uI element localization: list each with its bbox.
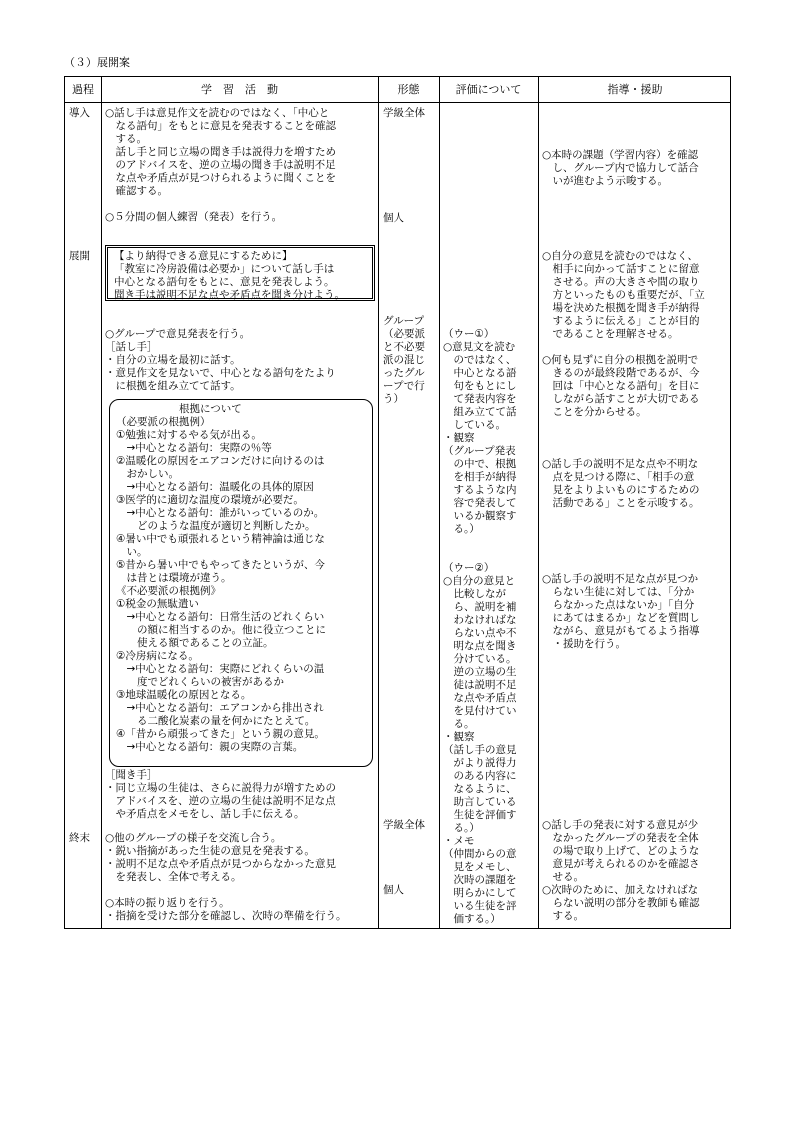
text-line: し、グループ内で協力して話合 xyxy=(542,162,699,174)
text-line xyxy=(443,549,537,562)
header-evaluation: 評価について xyxy=(455,83,522,96)
text-line: と不必要 xyxy=(383,341,425,353)
text-line: 次時の課題を xyxy=(443,874,517,886)
text-line: う） xyxy=(383,393,404,405)
text-line: の場で取り上げて、どのような xyxy=(542,845,700,857)
activity-end xyxy=(105,832,375,923)
text-line xyxy=(105,884,375,897)
form-whole-class: 学級全体 xyxy=(383,107,425,119)
text-line: る。） xyxy=(443,822,480,834)
text-line xyxy=(542,419,730,432)
text-line: ○意見文を読む xyxy=(443,341,516,353)
text-line: →中心となる語句：実際にどれくらいの温 xyxy=(116,663,325,675)
text-line: を発表し、全体で考える。 xyxy=(105,871,242,883)
text-line: するような内 xyxy=(443,484,517,496)
text-line: ①勉強に対するやる気が出る。 xyxy=(116,429,262,441)
text-line: ⑤昔から暑い中でもやってきたというが、今 xyxy=(116,559,325,571)
text-line: おかしい。 xyxy=(116,468,179,480)
text-line: ・援助を行う。 xyxy=(542,638,626,650)
text-line: ったグル xyxy=(383,367,425,379)
text-line: ○話し手は意見作文を読むのではなく、「中心と xyxy=(105,107,330,119)
text-line: きるのが最終段階であるが、今 xyxy=(542,367,700,379)
text-line: グループ xyxy=(383,315,425,327)
text-line: 中心となる語句をもとに、意見を発表しよう。 xyxy=(114,276,335,288)
text-line: 確認する。 xyxy=(105,185,168,197)
form-individual-end: 個人 xyxy=(383,884,404,896)
text-line: なかったグループの発表を全体 xyxy=(542,832,699,844)
text-line: のアドバイスを、逆の立場の聞き手は説明不足 xyxy=(105,159,336,171)
text-line: や矛盾点をメモをし、話し手に伝える。 xyxy=(105,808,305,820)
text-line: ○本時の振り返りを行う。 xyxy=(105,897,230,909)
text-line: 意見が考えられるのかを確認さ xyxy=(542,858,700,870)
text-line: 明な点を聞き xyxy=(443,640,517,652)
text-line: する。 xyxy=(105,133,147,145)
text-line: いが進むよう示唆する。 xyxy=(542,175,668,187)
text-line: （必要派 xyxy=(383,328,425,340)
text-line: ○自分の意見を読むのではなく、 xyxy=(542,250,698,262)
text-line: する。 xyxy=(542,910,584,922)
text-line: 価する。） xyxy=(443,913,501,925)
text-line: 《不必要派の根拠例》 xyxy=(116,585,221,597)
text-line: なる語句」をもとに意見を発表することを確認 xyxy=(105,120,336,132)
text-line: て発表内容を xyxy=(443,393,517,405)
text-line: らない生徒に対しては、「分か xyxy=(542,586,695,598)
text-line: 逆の立場の生 xyxy=(443,666,517,678)
text-line: している。 xyxy=(443,419,506,431)
text-line: ［聞き手］ xyxy=(105,769,158,781)
text-line: 明らかにして xyxy=(443,887,517,899)
text-line: いるか観察す xyxy=(443,510,517,522)
text-line: 分けている。 xyxy=(443,653,517,665)
text-line: ○本時の課題（学習内容）を確認 xyxy=(542,149,699,161)
text-line: アドバイスを、逆の立場の生徒は説明不足な点 xyxy=(105,795,336,807)
text-line: ・鋭い指摘があった生徒の意見を発表する。 xyxy=(105,845,315,857)
text-line: ○話し手の発表に対する意見が少 xyxy=(542,819,699,831)
text-line: る。） xyxy=(443,523,480,535)
text-line: →中心となる語句：誰がいっているのか。 xyxy=(116,507,325,519)
text-line: にあてはまるか」などを質問し xyxy=(542,612,700,624)
text-line: らない説明の部分を教師も確認 xyxy=(542,897,700,909)
process-intro: 導入 xyxy=(69,107,90,119)
text-line xyxy=(443,536,537,549)
text-line: ②冷房病になる。 xyxy=(116,650,199,662)
text-line: （グループ発表 xyxy=(443,445,516,457)
text-line: 「教室に冷房設備は必要か」について話し手は xyxy=(114,263,335,275)
text-line: 助言している xyxy=(443,796,517,808)
text-line: ○グループで意見発表を行う。 xyxy=(105,328,251,340)
text-line: らない点や不 xyxy=(443,627,517,639)
text-line: 句をもとにし xyxy=(443,380,517,392)
section-title: （３）展開案 xyxy=(64,56,130,69)
text-line: 回は「中心となる語句」を目に xyxy=(542,380,700,392)
form-group xyxy=(383,315,439,406)
text-line: ・同じ立場の生徒は、さらに説得力が増すための xyxy=(105,782,336,794)
text-line xyxy=(542,445,730,458)
text-line: ・説明不足な点や矛盾点が見つからなかった意見 xyxy=(105,858,336,870)
text-line: （仲間からの意 xyxy=(443,848,517,860)
text-line: がより説得力 xyxy=(443,757,517,769)
evaluation-notes xyxy=(443,328,537,926)
header-divider xyxy=(65,102,730,103)
text-line: 比較しなが xyxy=(443,588,506,600)
text-line: →中心となる語句：日常生活のどれくらい xyxy=(116,611,325,623)
text-line: を相手が納得 xyxy=(443,471,517,483)
header-form: 形態 xyxy=(397,83,420,96)
text-line xyxy=(542,341,730,354)
text-line: →中心となる語句：エアコンから排出され xyxy=(116,702,324,714)
header-activity: 学 習 活 動 xyxy=(201,83,278,96)
text-line: ［話し手］ xyxy=(105,341,158,353)
process-end: 終末 xyxy=(69,832,90,844)
guidance-intro xyxy=(542,149,730,188)
text-line: （ウー②） xyxy=(443,562,495,574)
text-line: ○次時のために、加えなければな xyxy=(542,884,699,896)
text-line: ・観察 xyxy=(443,432,475,444)
evidence-box xyxy=(109,399,373,767)
text-line: 容で発表して xyxy=(443,497,517,509)
text-line: る二酸化炭素の量を何かにたとえて。 xyxy=(116,715,316,727)
text-line: いる生徒を評 xyxy=(443,900,517,912)
text-line: ・自分の立場を最初に話す。 xyxy=(105,354,241,366)
guidance-end xyxy=(542,819,730,923)
text-line: の中で、根拠 xyxy=(443,458,517,470)
col-divider xyxy=(538,77,539,928)
text-line: →中心となる語句：親の実際の言葉。 xyxy=(116,741,304,753)
text-line xyxy=(105,198,375,211)
text-line: ・メモ xyxy=(443,835,475,847)
text-line: 活動である」ことを示唆する。 xyxy=(542,497,700,509)
text-line: 根拠について xyxy=(116,403,242,415)
text-line xyxy=(542,432,730,445)
text-line: 生徒を評価す xyxy=(443,809,517,821)
header-guidance: 指導・援助 xyxy=(607,83,663,96)
text-line: せる。 xyxy=(542,871,584,883)
text-line: （ウー①） xyxy=(443,328,495,340)
col-divider xyxy=(439,77,440,928)
form-individual: 個人 xyxy=(383,212,404,224)
text-line: 場を決めた根拠を聞き手が納得 xyxy=(542,302,700,314)
text-line: どのような温度が適切と判断したか。 xyxy=(116,520,316,532)
text-line: 見をメモし、 xyxy=(443,861,517,873)
lesson-plan-table xyxy=(64,76,731,929)
text-line: ・観察 xyxy=(443,731,475,743)
text-line: しながら話すことが大切である xyxy=(542,393,700,405)
text-line: 使える額であることの立証。 xyxy=(116,637,274,649)
text-line: な点や矛盾点が見つけられるように聞くことを xyxy=(105,172,336,184)
text-line: 度でどれくらいの被害があるか xyxy=(116,676,284,688)
text-line: のではなく、 xyxy=(443,354,517,366)
activity-group xyxy=(105,328,375,393)
text-line: な点や矛盾点 xyxy=(443,692,517,704)
col-divider xyxy=(101,77,102,928)
text-line: ○話し手の説明不足な点や不明な xyxy=(542,458,699,470)
text-line: ○他のグループの様子を交流し合う。 xyxy=(105,832,282,844)
text-line: 派の混じ xyxy=(383,354,425,366)
activity-intro xyxy=(105,107,375,224)
activity-listener xyxy=(105,769,375,821)
text-line: ③医学的に適切な温度の環境が必要だ。 xyxy=(116,494,304,506)
text-line: の額に相当するのか。他に役立つことに xyxy=(116,624,326,636)
text-line: 組み立てて話 xyxy=(443,406,517,418)
text-line: （話し手の意見 xyxy=(443,744,517,756)
text-line: 相手に向かって話すことに留意 xyxy=(542,263,700,275)
guidance-support xyxy=(542,573,730,651)
text-line: ながら、意見がもてるよう指導 xyxy=(542,625,700,637)
text-line: →中心となる語句：温暖化の具体的原因 xyxy=(116,481,314,493)
text-line: る。 xyxy=(443,718,475,730)
text-line: ①税金の無駄遣い xyxy=(116,598,199,610)
text-line: に根拠を組み立てて話す。 xyxy=(105,380,241,392)
text-line: 見をよりよいものにするための xyxy=(542,484,700,496)
text-line: 話し手と同じ立場の聞き手は説得力を増すため xyxy=(105,146,336,158)
guidance-develop xyxy=(542,250,730,510)
text-line: なるように、 xyxy=(443,783,517,795)
text-line: ○話し手の説明不足な点が見つか xyxy=(542,573,699,585)
text-line: 徒は説明不足 xyxy=(443,679,517,691)
text-line: を見付けてい xyxy=(443,705,517,717)
process-develop: 展開 xyxy=(69,250,90,262)
text-line: するように伝える」ことが目的 xyxy=(542,315,700,327)
text-line: 【より納得できる意見にするために】 xyxy=(114,250,293,262)
text-line: ④暑い中でも頑張れるという精神論は通じな xyxy=(116,533,325,545)
text-line: ープで行 xyxy=(383,380,425,392)
text-line: わなければな xyxy=(443,614,517,626)
text-line: ②温暖化の原因をエアコンだけに向けるのは xyxy=(116,455,325,467)
text-line: ことを分からせる。 xyxy=(542,406,647,418)
text-line: 中心となる語 xyxy=(443,367,517,379)
form-whole-class-end: 学級全体 xyxy=(383,819,425,831)
text-line: ④「昔から頑張ってきた」という親の意見。 xyxy=(116,728,325,740)
text-line: 方といったものも重要だが、「立 xyxy=(542,289,705,301)
text-line: ・意見作文を見ないで、中心となる語句をたより xyxy=(105,367,336,379)
text-line: のある内容に xyxy=(443,770,517,782)
text-line: ○５分間の個人練習（発表）を行う。 xyxy=(105,211,283,223)
text-line: →中心となる語句：実際の％等 xyxy=(116,442,272,454)
text-line: であることを理解させる。 xyxy=(542,328,679,340)
text-line: ・指摘を受けた部分を確認し、次時の準備を行う。 xyxy=(105,910,347,922)
header-process: 過程 xyxy=(72,83,94,96)
text-line: （必要派の根拠例） xyxy=(116,416,211,428)
text-line: らなかった点はないか」「自分 xyxy=(542,599,695,611)
text-line: させる。声の大きさや間の取り xyxy=(542,276,700,288)
text-line: ③地球温暖化の原因となる。 xyxy=(116,689,252,701)
text-line: ら、説明を補 xyxy=(443,601,517,613)
text-line: い。 xyxy=(116,546,148,558)
text-line: 聞き手は説明不足な点や矛盾点を聞き分けよう。 xyxy=(114,289,345,301)
lesson-goal-box xyxy=(105,245,375,301)
text-line: 点を見つける際に、「相手の意 xyxy=(542,471,695,483)
text-line: ○何も見ずに自分の根拠を説明で xyxy=(542,354,699,366)
text-line: は昔とは環境が違う。 xyxy=(116,572,232,584)
col-divider xyxy=(378,77,379,928)
text-line: ○自分の意見と xyxy=(443,575,516,587)
